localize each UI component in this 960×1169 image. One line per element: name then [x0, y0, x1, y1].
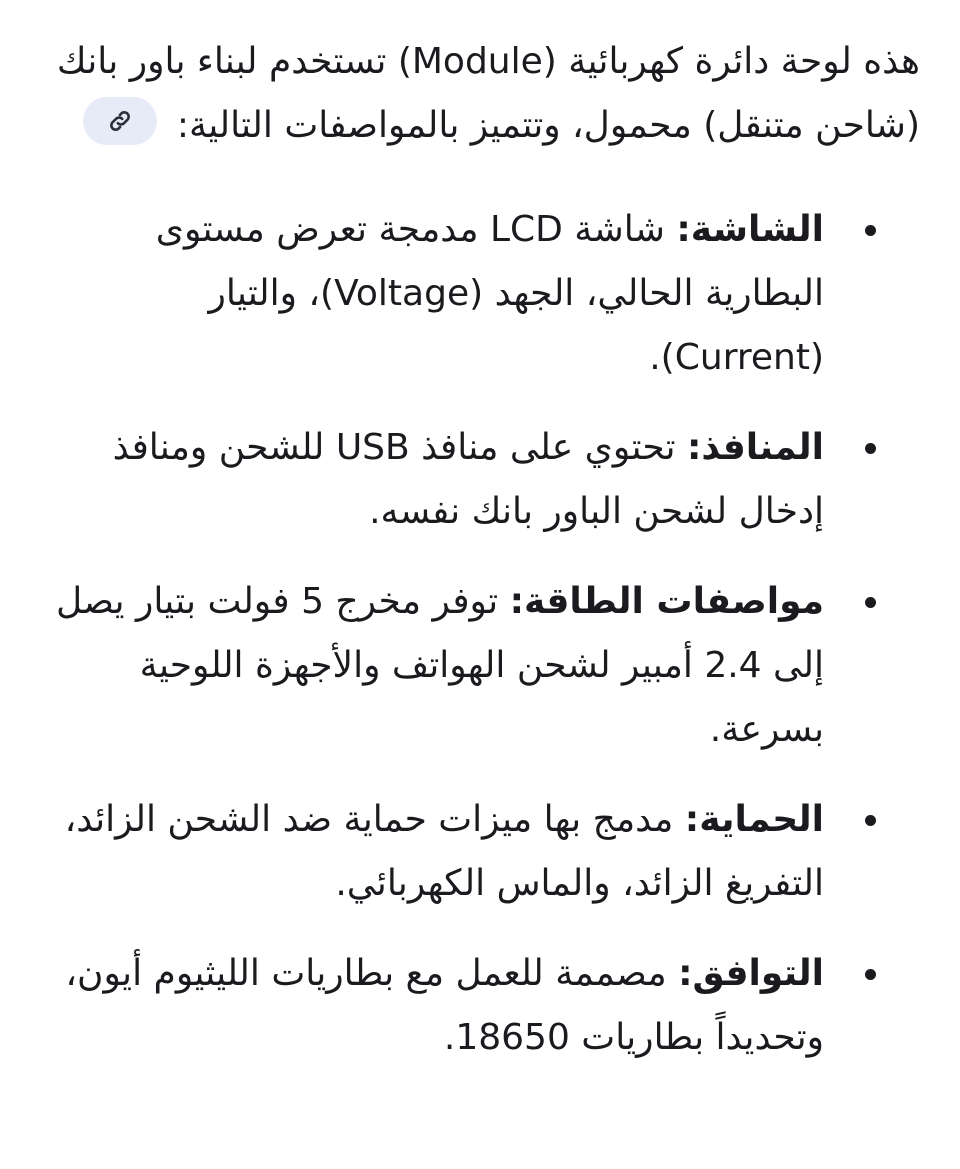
feature-label: المنافذ: [687, 427, 824, 468]
feature-text: مدمج بها ميزات حماية ضد الشحن الزائد، التفريغ الزائد، والماس الكهربائي. [64, 799, 824, 904]
bullet-point [865, 969, 876, 980]
bullet-point [865, 225, 876, 236]
bullet-point [865, 597, 876, 608]
feature-text: شاشة LCD مدمجة تعرض مستوى البطارية الحالي، الجهد (Voltage)، والتيار (Current). [155, 209, 824, 378]
feature-label: مواصفات الطاقة: [509, 581, 824, 622]
citation-link-button[interactable] [83, 97, 157, 145]
feature-item-power [42, 570, 920, 762]
intro-text: هذه لوحة دائرة كهربائية (Module) تستخدم لبناء باور بانك (شاحن متنقل) محمول، وتتميز بالمواصفات التالية: [56, 41, 920, 146]
intro-paragraph [42, 30, 920, 158]
feature-item-display [42, 198, 920, 390]
feature-label: الشاشة: [676, 209, 824, 250]
feature-text: توفر مخرج 5 فولت بتيار يصل إلى 2.4 أمبير لشحن الهواتف والأجهزة اللوحية بسرعة. [56, 581, 824, 750]
features-list [42, 198, 920, 1070]
feature-item-protection [42, 788, 920, 916]
feature-item-ports [42, 416, 920, 544]
feature-label: التوافق: [678, 953, 824, 994]
bullet-point [865, 815, 876, 826]
link-icon [107, 108, 133, 134]
feature-label: الحماية: [684, 799, 824, 840]
bullet-point [865, 443, 876, 454]
feature-text: مصممة للعمل مع بطاريات الليثيوم أيون، وتحديداً بطاريات 18650. [65, 953, 824, 1058]
feature-text: تحتوي على منافذ USB للشحن ومنافذ إدخال لشحن الباور بانك نفسه. [112, 427, 824, 532]
feature-item-compatibility [42, 942, 920, 1070]
